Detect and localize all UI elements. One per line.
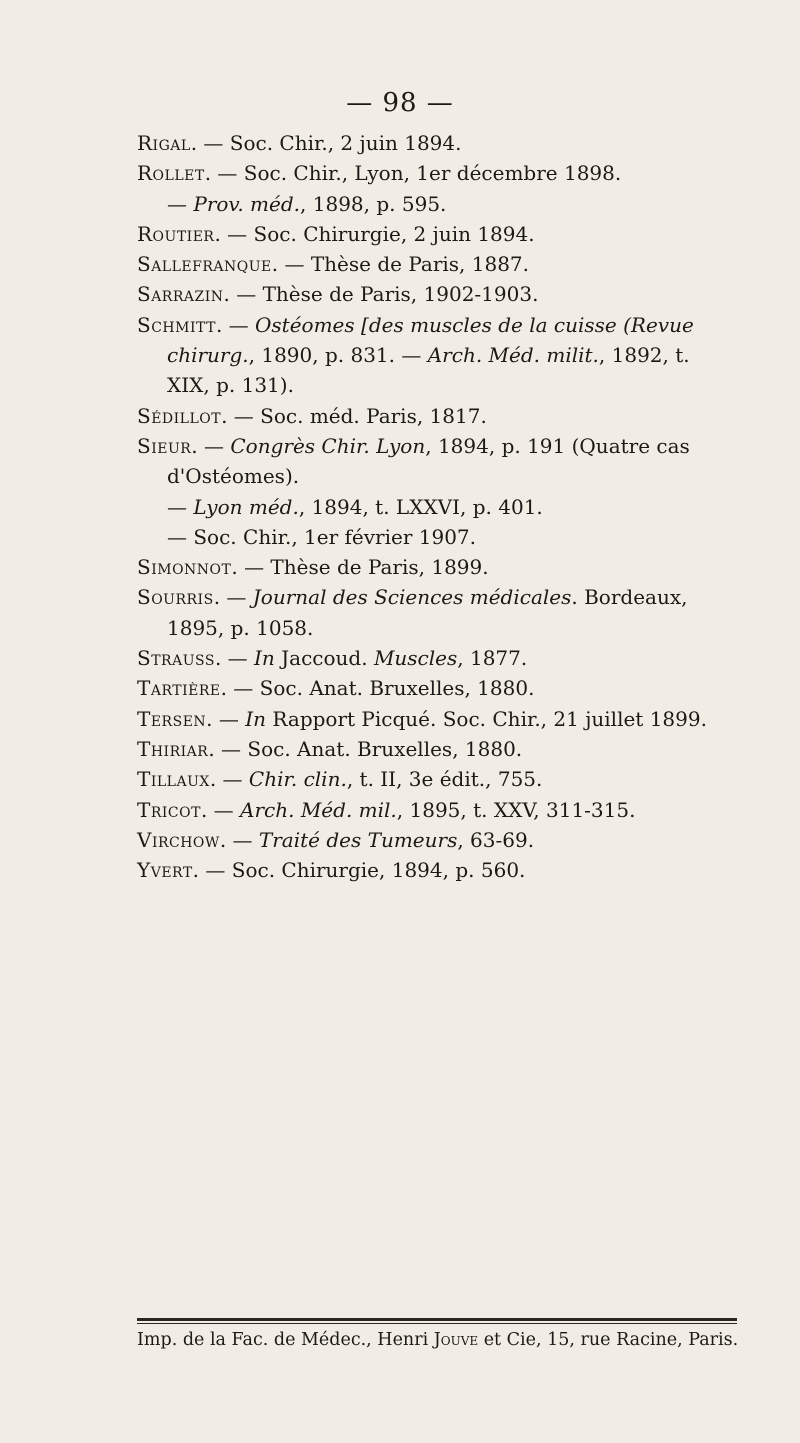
entry-journal: Journal des Sciences médicales bbox=[252, 585, 572, 610]
bibliography-entry bbox=[137, 795, 737, 825]
entry-text: , t. II, 3e édit., 755. bbox=[346, 767, 543, 792]
bibliography-entry bbox=[137, 522, 737, 552]
entry-text: . — Soc. Anat. Bruxelles, 1880. bbox=[208, 736, 523, 761]
imprint-text: Imp. de la Fac. de Médec., Henri bbox=[137, 1330, 434, 1350]
imprint-printer-name: Jouve bbox=[433, 1330, 479, 1350]
entry-separator: . — bbox=[200, 797, 241, 822]
imprint-address: et Cie, 15, rue Racine, Paris. bbox=[478, 1330, 739, 1350]
entry-text: . — Thèse de Paris, 1899. bbox=[231, 555, 489, 580]
bibliography-entry bbox=[137, 249, 737, 279]
footer-rule-thin bbox=[137, 1323, 737, 1324]
bibliography-entry bbox=[137, 734, 737, 764]
entry-text: , 1894, t. LXXVI, p. 401. bbox=[298, 494, 543, 519]
bibliography-entry bbox=[137, 855, 737, 885]
entry-title: Ostéomes [des muscles de la cuisse (Revue chirurg. bbox=[167, 312, 694, 368]
bibliography-entry bbox=[137, 673, 737, 703]
entry-separator: . — bbox=[209, 767, 249, 792]
entry-author: Sourris bbox=[137, 585, 214, 610]
bibliography-entry bbox=[137, 582, 737, 643]
entry-author: Virchow bbox=[137, 827, 220, 852]
entry-text: Rapport Picqué. Soc. Chir., 21 juillet 1899. bbox=[266, 706, 707, 731]
page-number: — 98 — bbox=[346, 88, 454, 118]
entry-dash: — bbox=[167, 191, 194, 216]
bibliography-entry bbox=[137, 825, 737, 855]
entry-text: . — Soc. Anat. Bruxelles, 1880. bbox=[220, 676, 535, 701]
entry-separator: . — bbox=[219, 827, 259, 852]
entry-text: , 63-69. bbox=[457, 827, 535, 852]
entry-text: . — Thèse de Paris, 1887. bbox=[271, 252, 530, 277]
entry-title: Chir. clin. bbox=[248, 767, 347, 792]
entry-author: Tillaux bbox=[137, 767, 210, 792]
bibliography-entry bbox=[137, 431, 737, 492]
footer-rule bbox=[137, 1318, 737, 1321]
bibliography-entry bbox=[137, 643, 737, 673]
entry-text: , 1890, p. 831. — bbox=[248, 343, 428, 368]
entry-dash: — bbox=[167, 524, 194, 549]
entry-journal: Lyon méd. bbox=[193, 494, 299, 519]
bibliography-entry bbox=[137, 128, 737, 158]
entry-author: Tartière bbox=[137, 676, 221, 701]
bibliography-entry bbox=[137, 189, 737, 219]
entry-text-2: , 1877. bbox=[457, 646, 528, 671]
entry-dash: — bbox=[167, 494, 194, 519]
entry-text: . — Soc. Chirurgie, 2 juin 1894. bbox=[214, 221, 535, 246]
entry-text: , 1898, p. 595. bbox=[300, 191, 447, 216]
bibliography-entry bbox=[137, 401, 737, 431]
entry-author: Rollet bbox=[137, 161, 205, 186]
entry-separator: . — bbox=[206, 706, 246, 731]
entry-author: Sieur bbox=[137, 433, 192, 458]
entry-title: Muscles bbox=[373, 646, 458, 671]
entry-text: , 1895, t. XXV, 311-315. bbox=[396, 797, 636, 822]
entry-in: In bbox=[254, 646, 275, 671]
entry-text: Jaccoud. bbox=[274, 646, 374, 671]
bibliography-entry bbox=[137, 219, 737, 249]
entry-author: Tricot bbox=[137, 797, 201, 822]
entry-journal: Arch. Méd. mil. bbox=[240, 797, 397, 822]
bibliography-entry bbox=[137, 552, 737, 582]
entry-author: Thiriar bbox=[137, 736, 209, 761]
entry-author: Routier bbox=[137, 221, 215, 246]
entry-author: Rigal bbox=[137, 131, 191, 155]
entry-separator: . — bbox=[215, 312, 256, 337]
entry-separator: . — bbox=[213, 585, 253, 610]
entry-journal: Congrès Chir. Lyon bbox=[230, 433, 426, 458]
bibliography-entry bbox=[137, 492, 737, 522]
entry-title: Traité des Tumeurs bbox=[258, 827, 458, 852]
entry-text: . — Thèse de Paris, 1902-1903. bbox=[223, 282, 539, 307]
entry-author: Simonnot bbox=[137, 555, 232, 580]
bibliography-list bbox=[137, 128, 737, 885]
entry-author: Sédillot bbox=[137, 403, 222, 428]
entry-text: . — Soc. Chir., 2 juin 1894. bbox=[190, 131, 462, 155]
entry-journal: Arch. Méd. milit. bbox=[427, 343, 599, 368]
bibliography-entry bbox=[137, 158, 737, 188]
entry-text: . — Soc. méd. Paris, 1817. bbox=[221, 403, 487, 428]
entry-author: Tersen bbox=[137, 706, 207, 731]
entry-separator: . — bbox=[191, 433, 231, 458]
entry-separator: . — bbox=[214, 646, 255, 671]
entry-text: , 1894, p. 191 (Quatre cas d'Ostéomes). bbox=[167, 433, 690, 489]
entry-author: Strauss bbox=[137, 646, 215, 671]
entry-text-2: , 1892, t. XIX, p. 131). bbox=[167, 343, 690, 398]
entry-text: . — Soc. Chir., Lyon, 1er décembre 1898. bbox=[204, 161, 622, 186]
printer-imprint bbox=[137, 1330, 747, 1350]
entry-in: In bbox=[245, 706, 267, 731]
bibliography-entry bbox=[137, 704, 737, 734]
entry-author: Yvert bbox=[137, 858, 193, 883]
bibliography-entry bbox=[137, 310, 737, 401]
entry-author: Sallefranque bbox=[137, 252, 272, 277]
entry-author: Schmitt bbox=[137, 312, 216, 337]
bibliography-entry bbox=[137, 279, 737, 309]
entry-text: Soc. Chir., 1er février 1907. bbox=[193, 524, 477, 549]
bibliography-entry bbox=[137, 764, 737, 794]
entry-text: . — Soc. Chirurgie, 1894, p. 560. bbox=[192, 858, 526, 883]
entry-journal: Prov. méd. bbox=[193, 191, 301, 216]
entry-text: . Bordeaux, 1895, p. 1058. bbox=[167, 585, 688, 640]
entry-author: Sarrazin bbox=[137, 282, 224, 307]
